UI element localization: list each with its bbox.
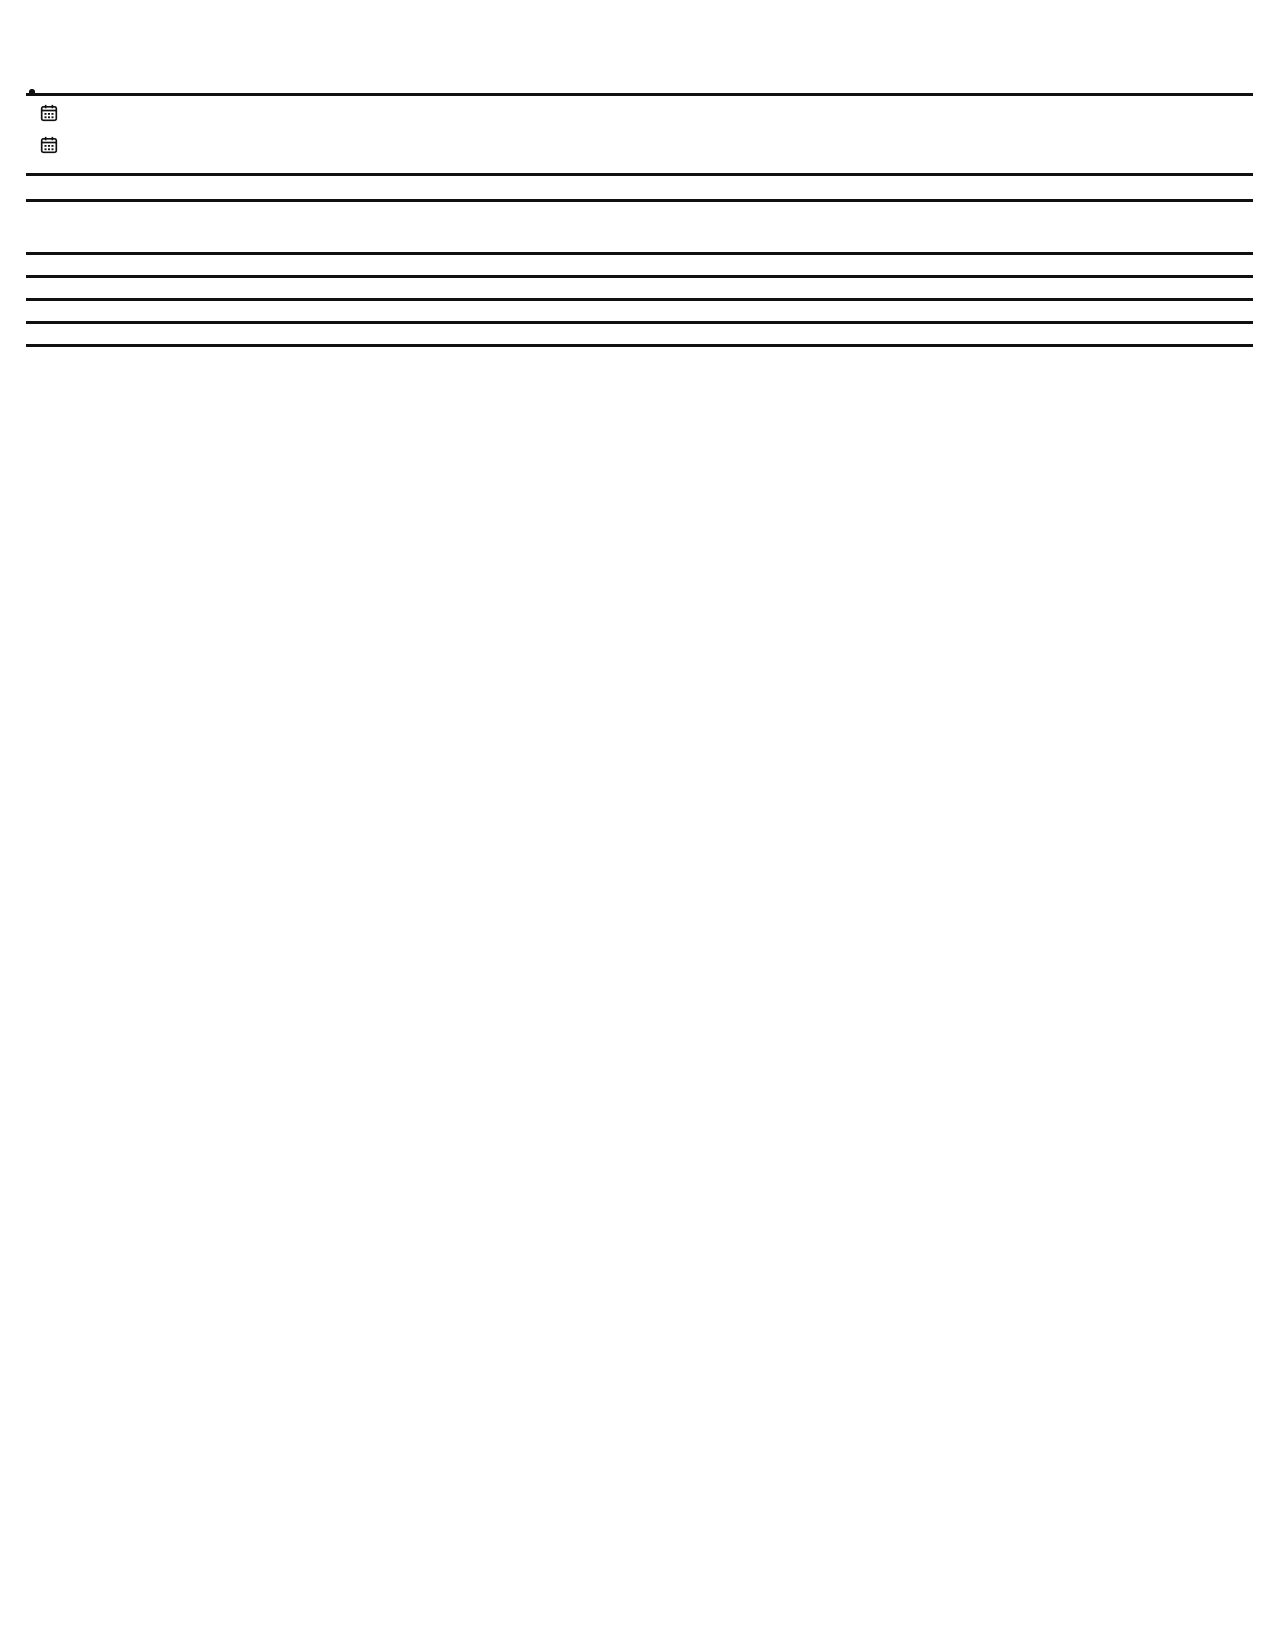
project-header [26, 104, 1253, 122]
calendar-icon [40, 104, 58, 122]
projects-section [26, 91, 1253, 154]
section-title-projects [26, 91, 1253, 96]
languages-section [26, 342, 1253, 351]
leadership-section [26, 171, 1253, 180]
education-section [26, 197, 1253, 234]
certifications-section [26, 250, 1253, 259]
project-header [26, 136, 1253, 154]
project-item [26, 104, 1253, 122]
project-item [26, 136, 1253, 154]
technical-skills-section [26, 273, 1253, 282]
calendar-icon [40, 136, 58, 154]
affiliations-section [26, 319, 1253, 328]
projects-list [26, 104, 1253, 154]
skills-section [26, 296, 1253, 305]
